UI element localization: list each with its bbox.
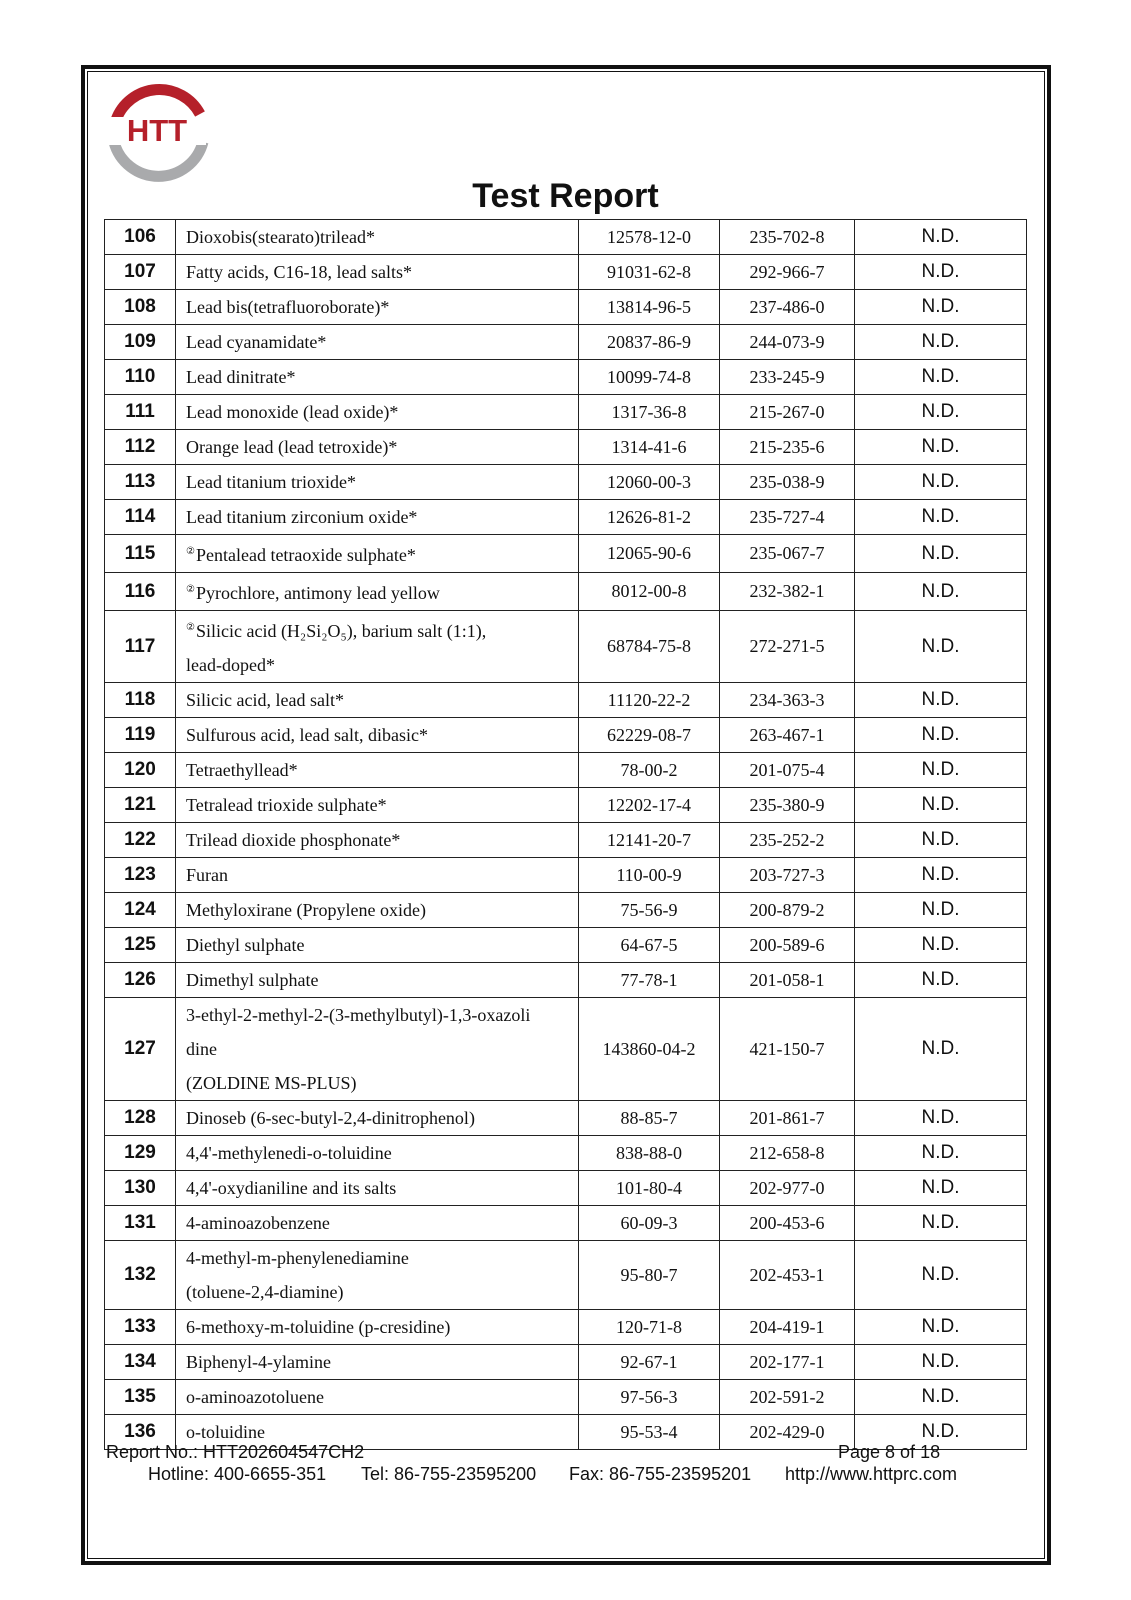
result-value: N.D. (855, 360, 1027, 395)
table-row (105, 535, 1027, 573)
page-number: Page 8 of 18 (838, 1442, 941, 1462)
ec-number: 203-727-3 (720, 858, 855, 893)
substance-name (176, 1206, 579, 1241)
footnote-marker: ② (186, 546, 195, 557)
ec-number: 200-589-6 (720, 928, 855, 963)
substance-name-text: o-toluidine (186, 1422, 265, 1442)
item-number: 120 (105, 753, 176, 788)
item-number: 112 (105, 430, 176, 465)
substance-name (176, 1310, 579, 1345)
substance-name-text: (ZOLDINE MS-PLUS) (186, 1073, 357, 1093)
substance-name-line (186, 1136, 578, 1170)
substance-name-line (186, 683, 578, 717)
item-number: 124 (105, 893, 176, 928)
item-number: 111 (105, 395, 176, 430)
substance-name-text: 4-aminoazobenzene (186, 1213, 330, 1233)
substance-name-line (186, 963, 578, 997)
item-number: 125 (105, 928, 176, 963)
substance-name-line (186, 1275, 578, 1309)
result-value: N.D. (855, 573, 1027, 611)
result-value: N.D. (855, 395, 1027, 430)
substance-name (176, 893, 579, 928)
table-row (105, 573, 1027, 611)
cas-number: 64-67-5 (579, 928, 720, 963)
substance-name-text: Lead titanium trioxide* (186, 472, 356, 492)
result-value: N.D. (855, 753, 1027, 788)
substance-name-text: Methyloxirane (Propylene oxide) (186, 900, 426, 920)
substance-name (176, 611, 579, 683)
ec-number: 200-453-6 (720, 1206, 855, 1241)
table-row (105, 465, 1027, 500)
cas-number: 143860-04-2 (579, 998, 720, 1101)
result-value: N.D. (855, 325, 1027, 360)
cas-number: 12202-17-4 (579, 788, 720, 823)
cas-number: 10099-74-8 (579, 360, 720, 395)
table-row (105, 500, 1027, 535)
substance-name-text: Lead titanium zirconium oxide* (186, 507, 418, 527)
substance-name (176, 753, 579, 788)
substance-name (176, 1136, 579, 1171)
result-value: N.D. (855, 611, 1027, 683)
substance-name-line (186, 290, 578, 324)
cas-number: 77-78-1 (579, 963, 720, 998)
ec-number: 272-271-5 (720, 611, 855, 683)
ec-number: 234-363-3 (720, 683, 855, 718)
result-value: N.D. (855, 788, 1027, 823)
ec-number: 235-252-2 (720, 823, 855, 858)
item-number: 133 (105, 1310, 176, 1345)
substance-name-text: Lead bis(tetrafluoroborate)* (186, 297, 390, 317)
table-row (105, 1101, 1027, 1136)
ec-number: 233-245-9 (720, 360, 855, 395)
ec-number: 201-861-7 (720, 1101, 855, 1136)
item-number: 114 (105, 500, 176, 535)
substance-name-text: Furan (186, 865, 228, 885)
table-row (105, 611, 1027, 683)
substance-name-text: Orange lead (lead tetroxide)* (186, 437, 398, 457)
cas-number: 62229-08-7 (579, 718, 720, 753)
result-value: N.D. (855, 1206, 1027, 1241)
ec-number: 235-727-4 (720, 500, 855, 535)
cas-number: 12626-81-2 (579, 500, 720, 535)
substance-name-text: Sulfurous acid, lead salt, dibasic* (186, 725, 428, 745)
item-number: 127 (105, 998, 176, 1101)
substance-name (176, 290, 579, 325)
result-value: N.D. (855, 823, 1027, 858)
substance-name-text: Lead dinitrate* (186, 367, 296, 387)
cas-number: 1314-41-6 (579, 430, 720, 465)
table-row (105, 928, 1027, 963)
result-value: N.D. (855, 1171, 1027, 1206)
cas-number: 78-00-2 (579, 753, 720, 788)
substance-name-text: Lead monoxide (lead oxide)* (186, 402, 399, 422)
substance-name (176, 1101, 579, 1136)
substance-name (176, 325, 579, 360)
item-number: 134 (105, 1345, 176, 1380)
item-number: 106 (105, 220, 176, 255)
substance-name (176, 465, 579, 500)
cas-number: 60-09-3 (579, 1206, 720, 1241)
result-value: N.D. (855, 290, 1027, 325)
substance-name-text: Tetralead trioxide sulphate* (186, 795, 387, 815)
table-row (105, 290, 1027, 325)
result-value: N.D. (855, 683, 1027, 718)
substance-name-line (186, 395, 578, 429)
substance-name (176, 718, 579, 753)
cas-number: 92-67-1 (579, 1345, 720, 1380)
item-number: 110 (105, 360, 176, 395)
result-value: N.D. (855, 963, 1027, 998)
item-number: 113 (105, 465, 176, 500)
substance-name-text: Dioxobis(stearato)trilead* (186, 227, 375, 247)
substance-name-line (186, 1310, 578, 1344)
substance-name (176, 395, 579, 430)
substance-name-line (186, 998, 578, 1032)
result-value: N.D. (855, 1380, 1027, 1415)
substance-name-line (186, 255, 578, 289)
cas-number: 12578-12-0 (579, 220, 720, 255)
substance-name (176, 1380, 579, 1415)
substance-name-text: (toluene-2,4-diamine) (186, 1282, 344, 1302)
ec-number: 263-467-1 (720, 718, 855, 753)
ec-number: 235-702-8 (720, 220, 855, 255)
result-value: N.D. (855, 858, 1027, 893)
item-number: 107 (105, 255, 176, 290)
substance-name (176, 1241, 579, 1310)
item-number: 109 (105, 325, 176, 360)
result-value: N.D. (855, 718, 1027, 753)
table-row (105, 430, 1027, 465)
ec-number: 200-879-2 (720, 893, 855, 928)
substance-name-text: Biphenyl-4-ylamine (186, 1352, 331, 1372)
substance-name-text: Pentalead tetraoxide sulphate* (195, 545, 416, 565)
footnote-marker: ② (186, 622, 195, 633)
substance-name (176, 858, 579, 893)
ec-number: 204-419-1 (720, 1310, 855, 1345)
substance-name-text: Diethyl sulphate (186, 935, 305, 955)
substance-name-line (186, 611, 578, 648)
result-value: N.D. (855, 1415, 1027, 1450)
ec-number: 237-486-0 (720, 290, 855, 325)
substance-name-line (186, 220, 578, 254)
substance-name-text: Fatty acids, C16-18, lead salts* (186, 262, 412, 282)
substance-name-line (186, 753, 578, 787)
item-number: 118 (105, 683, 176, 718)
substance-name-text: 4-methyl-m-phenylenediamine (186, 1248, 409, 1268)
substance-name-line (186, 1241, 578, 1275)
substance-name-line (186, 1066, 578, 1100)
cas-number: 8012-00-8 (579, 573, 720, 611)
substance-name (176, 360, 579, 395)
htt-logo (104, 80, 210, 182)
website-link[interactable]: http://www.httprc.com (785, 1464, 958, 1484)
table-row (105, 1380, 1027, 1415)
substance-name-line (186, 1380, 578, 1414)
ec-number: 244-073-9 (720, 325, 855, 360)
cas-number: 110-00-9 (579, 858, 720, 893)
item-number: 121 (105, 788, 176, 823)
substance-name (176, 683, 579, 718)
cas-number: 95-53-4 (579, 1415, 720, 1450)
substance-name (176, 788, 579, 823)
table-row (105, 360, 1027, 395)
result-value: N.D. (855, 1310, 1027, 1345)
substance-name (176, 535, 579, 573)
substance-name-text: Silicic acid, lead salt* (186, 690, 344, 710)
table-row (105, 718, 1027, 753)
substance-name (176, 255, 579, 290)
item-number: 122 (105, 823, 176, 858)
cas-number: 12065-90-6 (579, 535, 720, 573)
result-value: N.D. (855, 255, 1027, 290)
substance-name-text: Pyrochlore, antimony lead yellow (195, 583, 440, 603)
substance-table (104, 219, 1027, 1450)
substance-name-text: 3-ethyl-2-methyl-2-(3-methylbutyl)-1,3-oxazoli (186, 1005, 531, 1025)
hotline: Hotline: 400-6655-351 (148, 1464, 327, 1484)
substance-name (176, 998, 579, 1101)
substance-name-text: 6-methoxy-m-toluidine (p-cresidine) (186, 1317, 451, 1337)
cas-number: 120-71-8 (579, 1310, 720, 1345)
table-row (105, 1136, 1027, 1171)
cas-number: 95-80-7 (579, 1241, 720, 1310)
item-number: 132 (105, 1241, 176, 1310)
substance-name-line (186, 1101, 578, 1135)
cas-number: 1317-36-8 (579, 395, 720, 430)
substance-name-line (186, 928, 578, 962)
substance-name-line (186, 360, 578, 394)
fax: Fax: 86-755-23595201 (569, 1464, 752, 1484)
substance-name-text: dine (186, 1039, 217, 1059)
item-number: 116 (105, 573, 176, 611)
item-number: 131 (105, 1206, 176, 1241)
table-row (105, 788, 1027, 823)
table-row (105, 893, 1027, 928)
result-value: N.D. (855, 998, 1027, 1101)
item-number: 115 (105, 535, 176, 573)
table-row (105, 255, 1027, 290)
substance-name-line (186, 1345, 578, 1379)
item-number: 126 (105, 963, 176, 998)
ec-number: 292-966-7 (720, 255, 855, 290)
item-number: 123 (105, 858, 176, 893)
table-row (105, 998, 1027, 1101)
cas-number: 13814-96-5 (579, 290, 720, 325)
result-value: N.D. (855, 1136, 1027, 1171)
ec-number: 202-453-1 (720, 1241, 855, 1310)
substance-name (176, 220, 579, 255)
substance-name (176, 430, 579, 465)
ec-number: 202-977-0 (720, 1171, 855, 1206)
ec-number: 202-591-2 (720, 1380, 855, 1415)
report-title: Test Report (472, 177, 659, 215)
item-number: 108 (105, 290, 176, 325)
ec-number: 232-382-1 (720, 573, 855, 611)
substance-name-line (186, 718, 578, 752)
table-row (105, 1345, 1027, 1380)
result-value: N.D. (855, 1241, 1027, 1310)
substance-name-line (186, 1206, 578, 1240)
report-number: Report No.: HTT202604547CH2 (106, 1442, 365, 1462)
result-value: N.D. (855, 500, 1027, 535)
result-value: N.D. (855, 430, 1027, 465)
substance-name (176, 963, 579, 998)
item-number: 135 (105, 1380, 176, 1415)
substance-name (176, 500, 579, 535)
table-row (105, 395, 1027, 430)
substance-name-line (186, 465, 578, 499)
table-row (105, 963, 1027, 998)
ec-number: 202-429-0 (720, 1415, 855, 1450)
ec-number: 202-177-1 (720, 1345, 855, 1380)
substance-name-line (186, 788, 578, 822)
cas-number: 68784-75-8 (579, 611, 720, 683)
table-row (105, 683, 1027, 718)
table-row (105, 1171, 1027, 1206)
cas-number: 97-56-3 (579, 1380, 720, 1415)
substance-name-line (186, 430, 578, 464)
table-row (105, 1241, 1027, 1310)
item-number: 130 (105, 1171, 176, 1206)
result-value: N.D. (855, 220, 1027, 255)
cas-number: 88-85-7 (579, 1101, 720, 1136)
result-value: N.D. (855, 1345, 1027, 1380)
substance-name-text: Lead cyanamidate* (186, 332, 327, 352)
substance-name-line (186, 823, 578, 857)
result-value: N.D. (855, 465, 1027, 500)
substance-name (176, 573, 579, 611)
table-row (105, 1310, 1027, 1345)
table-row (105, 823, 1027, 858)
item-number: 136 (105, 1415, 176, 1450)
ec-number: 215-267-0 (720, 395, 855, 430)
table-row (105, 858, 1027, 893)
item-number: 129 (105, 1136, 176, 1171)
item-number: 117 (105, 611, 176, 683)
result-value: N.D. (855, 893, 1027, 928)
cas-number: 11120-22-2 (579, 683, 720, 718)
cas-number: 20837-86-9 (579, 325, 720, 360)
ec-number: 235-067-7 (720, 535, 855, 573)
table-row (105, 1206, 1027, 1241)
table-row (105, 325, 1027, 360)
substance-name-text: Dimethyl sulphate (186, 970, 319, 990)
substance-name (176, 1171, 579, 1206)
substance-name-line (186, 893, 578, 927)
cas-number: 12060-00-3 (579, 465, 720, 500)
cas-number: 75-56-9 (579, 893, 720, 928)
substance-name-line (186, 1171, 578, 1205)
table-row (105, 753, 1027, 788)
substance-name-line (186, 573, 578, 610)
cas-number: 91031-62-8 (579, 255, 720, 290)
substance-name-text: Trilead dioxide phosphonate* (186, 830, 401, 850)
telephone: Tel: 86-755-23595200 (361, 1464, 537, 1484)
substance-name-line (186, 648, 578, 682)
ec-number: 235-380-9 (720, 788, 855, 823)
ec-number: 201-075-4 (720, 753, 855, 788)
substance-name-text: Silicic acid (H₂Si₂O₅), barium salt (1:1), (195, 621, 487, 641)
substance-name (176, 823, 579, 858)
ec-number: 201-058-1 (720, 963, 855, 998)
substance-name-line (186, 535, 578, 572)
htt-logo-text: HTT (126, 113, 188, 148)
substance-name-text: 4,4'-oxydianiline and its salts (186, 1178, 397, 1198)
substance-name-line (186, 325, 578, 359)
substance-name-text: 4,4'-methylenedi-o-toluidine (186, 1143, 392, 1163)
result-value: N.D. (855, 1101, 1027, 1136)
substance-name-text: Dinoseb (6-sec-butyl-2,4-dinitrophenol) (186, 1108, 475, 1128)
item-number: 128 (105, 1101, 176, 1136)
result-value: N.D. (855, 535, 1027, 573)
substance-name-text: Tetraethyllead* (186, 760, 298, 780)
substance-name (176, 928, 579, 963)
substance-name-line (186, 500, 578, 534)
table-row (105, 220, 1027, 255)
ec-number: 421-150-7 (720, 998, 855, 1101)
ec-number: 215-235-6 (720, 430, 855, 465)
substance-name-line (186, 1032, 578, 1066)
substance-name (176, 1345, 579, 1380)
cas-number: 838-88-0 (579, 1136, 720, 1171)
ec-number: 235-038-9 (720, 465, 855, 500)
substance-name-text: lead-doped* (186, 655, 275, 675)
cas-number: 101-80-4 (579, 1171, 720, 1206)
substance-name-text: o-aminoazotoluene (186, 1387, 324, 1407)
ec-number: 212-658-8 (720, 1136, 855, 1171)
footnote-marker: ② (186, 584, 195, 595)
cas-number: 12141-20-7 (579, 823, 720, 858)
substance-name-line (186, 858, 578, 892)
item-number: 119 (105, 718, 176, 753)
result-value: N.D. (855, 928, 1027, 963)
